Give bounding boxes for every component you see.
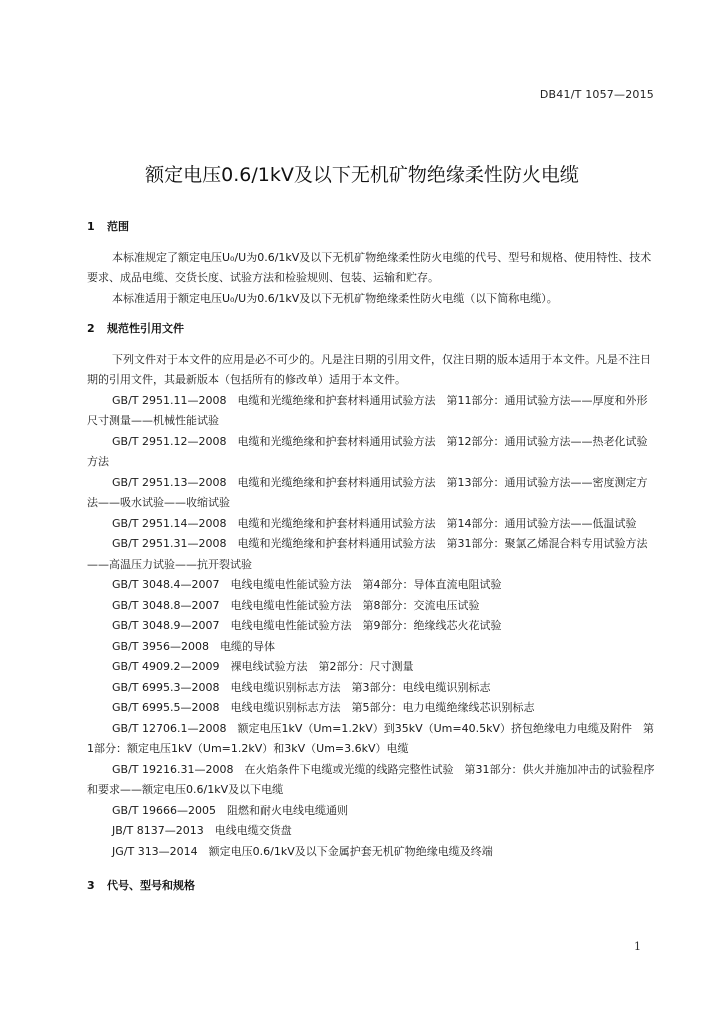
reference-item: GB/T 4909.2—2009 裸电线试验方法 第2部分：尺寸测量 — [112, 660, 414, 673]
reference-item: GB/T 6995.5—2008 电线电缆识别标志方法 第5部分：电力电缆绝缘线芯识别标志 — [112, 701, 535, 714]
reference-item: GB/T 2951.13—2008 电缆和光缆绝缘和护套材料通用试验方法 第13部分：通用试验方法——密度测定方法——吸水试验——收缩试验 — [87, 475, 648, 509]
paragraph: 本标准规定了额定电压U₀/U为0.6/1kV及以下无机矿物绝缘柔性防火电缆的代号、型号和规格、使用特性、技术要求、成品电缆、交货长度、试验方法和检验规则、包装、运输和贮存。 — [87, 250, 652, 284]
reference-item: GB/T 6995.3—2008 电线电缆识别标志方法 第3部分：电线电缆识别标志 — [112, 680, 491, 694]
section-title: 范围 — [107, 220, 129, 233]
reference-item: GB/T 2951.31—2008 电缆和光缆绝缘和护套材料通用试验方法 第31部分：聚氯乙烯混合料专用试验方法——高温压力试验——抗开裂试验 — [87, 537, 648, 571]
section-heading — [87, 217, 657, 238]
reference-item: GB/T 3956—2008 电缆的导体 — [112, 639, 275, 653]
reference-item: GB/T 2951.11—2008 电缆和光缆绝缘和护套材料通用试验方法 第11部分：通用试验方法——厚度和外形尺寸测量——机械性能试验 — [87, 393, 648, 427]
section-heading — [87, 876, 657, 897]
section-number: 1 — [87, 220, 95, 233]
document-title: 额定电压0.6/1kV及以下无机矿物绝缘柔性防火电缆 — [145, 164, 579, 186]
section-title: 规范性引用文件 — [107, 322, 184, 335]
paragraph: 下列文件对于本文件的应用是必不可少的。凡是注日期的引用文件，仅注日期的版本适用于本文件。凡是不注日期的引用文件，其最新版本（包括所有的修改单）适用于本文件。 — [87, 352, 651, 386]
section-number: 3 — [87, 879, 95, 892]
reference-item: GB/T 2951.14—2008 电缆和光缆绝缘和护套材料通用试验方法 第14部分：通用试验方法——低温试验 — [112, 516, 637, 530]
reference-item: GB/T 12706.1—2008 额定电压1kV（Um=1.2kV）到35kV（Um=40.5kV）挤包绝缘电力电缆及附件 第1部分：额定电压1kV（Um=1.2kV）和3kV（Um=3.6kV）电缆 — [87, 721, 655, 755]
page-number: 1 — [634, 940, 641, 953]
reference-list — [87, 391, 657, 863]
section-heading — [87, 319, 657, 340]
reference-item: JG/T 313—2014 额定电压0.6/1kV及以下金属护套无机矿物绝缘电缆及终端 — [112, 844, 493, 858]
reference-item: GB/T 19666—2005 阻燃和耐火电线电缆通则 — [112, 803, 348, 817]
paragraph: 本标准适用于额定电压U₀/U为0.6/1kV及以下无机矿物绝缘柔性防火电缆（以下简称电缆）。 — [112, 291, 558, 305]
standard-id: DB41/T 1057—2015 — [539, 88, 654, 101]
reference-item: JB/T 8137—2013 电线电缆交货盘 — [112, 824, 292, 837]
reference-item: GB/T 3048.9—2007 电线电缆电性能试验方法 第9部分：绝缘线芯火花试验 — [112, 619, 502, 632]
reference-item: GB/T 2951.12—2008 电缆和光缆绝缘和护套材料通用试验方法 第12部分：通用试验方法——热老化试验方法 — [87, 434, 648, 468]
section-title: 代号、型号和规格 — [107, 879, 195, 892]
document-body — [87, 217, 657, 897]
reference-item: GB/T 19216.31—2008 在火焰条件下电缆或光缆的线路完整性试验 第31部分：供火并施加冲击的试验程序和要求——额定电压0.6/1kV及以下电缆 — [87, 762, 655, 796]
reference-item: GB/T 3048.8—2007 电线电缆电性能试验方法 第8部分：交流电压试验 — [112, 598, 480, 612]
section-number: 2 — [87, 322, 95, 335]
reference-item: GB/T 3048.4—2007 电线电缆电性能试验方法 第4部分：导体直流电阻试验 — [112, 578, 502, 591]
